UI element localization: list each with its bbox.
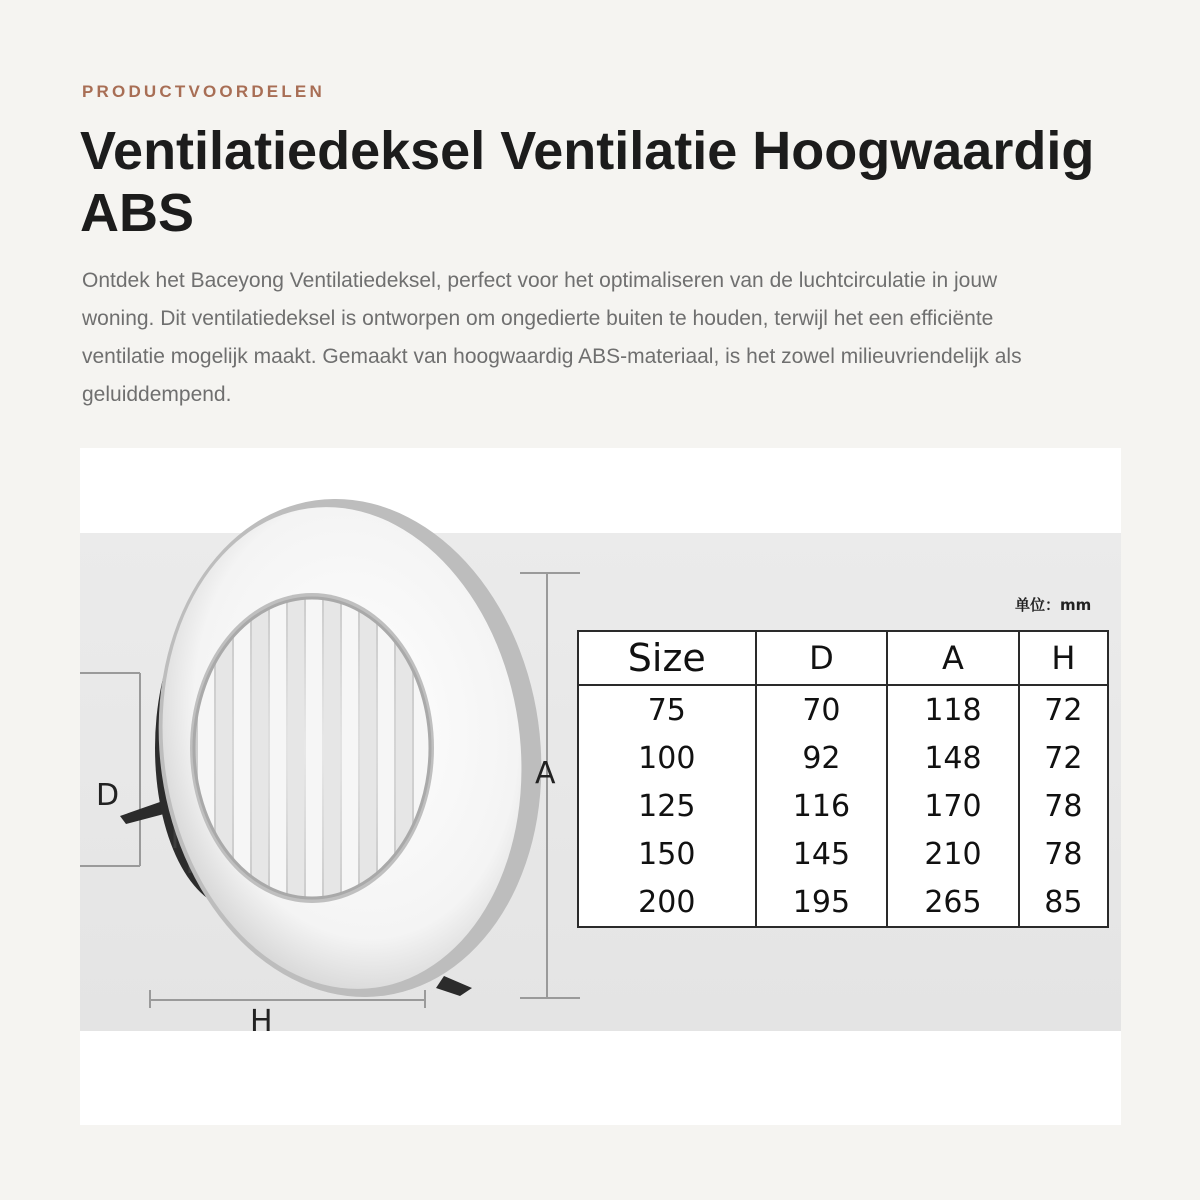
cell-h: 85 <box>1019 878 1108 927</box>
product-description: Ontdek het Baceyong Ventilatiedeksel, perfect voor het optimaliseren van de luchtcirculatie in jouw woning. Dit ventilatiedeksel is ontworpen om ongedierte buiten te houden, terwijl het een efficiënte ventilatie mogelijk maakt. Gemaakt van hoogwaardig ABS-materiaal, is het zowel milieuvriendelijk als geluiddempend. <box>82 269 1022 406</box>
table-header-row <box>578 631 1108 685</box>
cell-d: 116 <box>756 782 888 830</box>
table-row <box>578 734 1108 782</box>
header-h: H <box>1019 631 1108 685</box>
header-size: Size <box>578 631 756 685</box>
cell-a: 170 <box>887 782 1019 830</box>
cell-h: 78 <box>1019 830 1108 878</box>
cell-a: 148 <box>887 734 1019 782</box>
table-row <box>578 878 1108 927</box>
dimension-label-h: H <box>250 1004 273 1039</box>
cell-size: 75 <box>578 685 756 734</box>
cell-h: 72 <box>1019 734 1108 782</box>
table-row <box>578 782 1108 830</box>
dimension-line-d <box>80 673 140 866</box>
header-a: A <box>887 631 1019 685</box>
unit-label: 单位：mm <box>1015 596 1092 614</box>
header-d: D <box>756 631 888 685</box>
cell-size: 150 <box>578 830 756 878</box>
cell-size: 200 <box>578 878 756 927</box>
dimension-label-d: D <box>96 778 120 813</box>
cell-a: 210 <box>887 830 1019 878</box>
cell-d: 70 <box>756 685 888 734</box>
cell-d: 145 <box>756 830 888 878</box>
cell-d: 92 <box>756 734 888 782</box>
cell-size: 100 <box>578 734 756 782</box>
table-row <box>578 830 1108 878</box>
cell-d: 195 <box>756 878 888 927</box>
eyebrow-label: PRODUCTVOORDELEN <box>82 82 325 101</box>
cell-size: 125 <box>578 782 756 830</box>
cell-a: 265 <box>887 878 1019 927</box>
dimension-label-a: A <box>535 756 556 791</box>
cell-h: 78 <box>1019 782 1108 830</box>
cell-a: 118 <box>887 685 1019 734</box>
cell-h: 72 <box>1019 685 1108 734</box>
table-row <box>578 685 1108 734</box>
page-title: Ventilatiedeksel Ventilatie Hoogwaardig ABS <box>80 121 1095 243</box>
product-image-panel <box>80 448 1121 1125</box>
size-table <box>577 630 1109 928</box>
